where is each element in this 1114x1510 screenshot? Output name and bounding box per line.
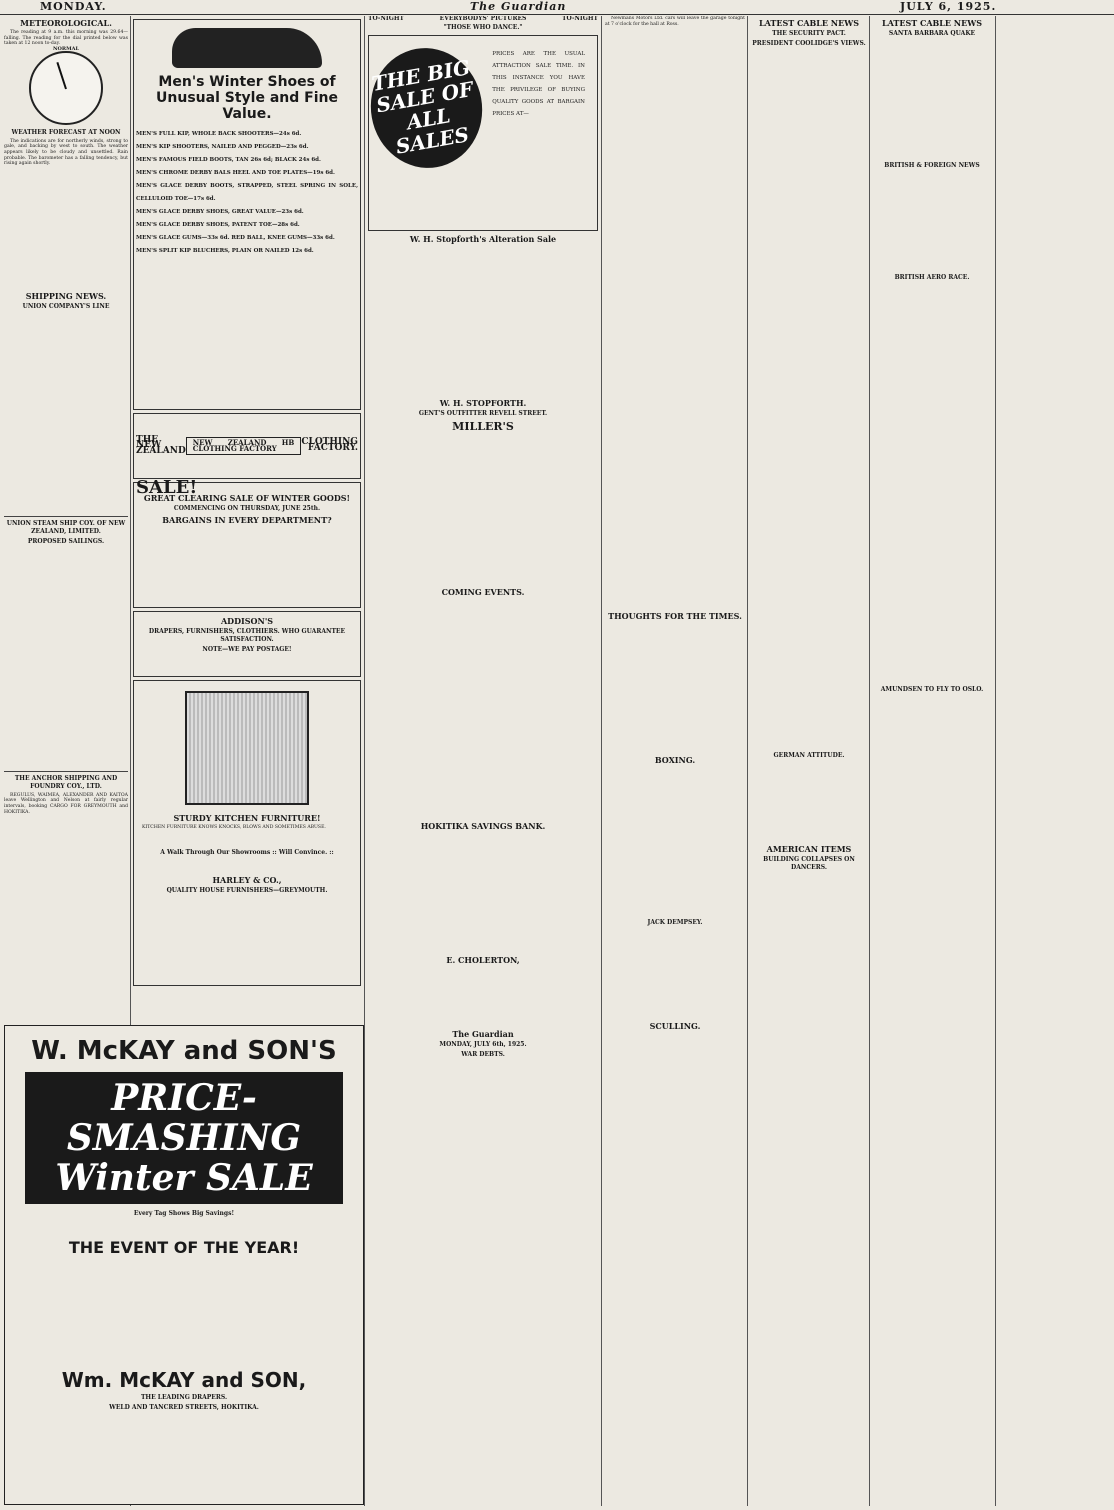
pictures-header: TO-NIGHT EVERYBODYS' PICTURES TO-NIGHT: [368, 16, 598, 22]
anchor-sub: REGULUS, WAIMEA, ALEXANDER AND KAITOA leave Wellington and Nelson at fairly regular intervals, booking CARGO FOR GREYMOUTH and HOKITIKA.: [4, 792, 128, 815]
addisons-ad: ADDISON'S DRAPERS, FURNISHERS, CLOTHIERS. WHO GUARANTEE SATISFACTION. NOTE—WE PAY POSTAGE!: [133, 611, 361, 677]
shipping-text: [4, 313, 128, 513]
clearing-sale-ad: SALE! GREAT CLEARING SALE OF WINTER GOODS! COMMENCING ON THURSDAY, JUNE 25th. BARGAINS IN EVERY DEPARTMENT?: [133, 482, 361, 608]
union-title: UNION STEAM SHIP COY. OF NEW ZEALAND, LIMITED.: [6, 519, 126, 535]
column-6: LATEST CABLE NEWS SANTA BARBARA QUAKE BRITISH & FOREIGN NEWS BRITISH AERO RACE. AMUNDSEN TO FLY TO OSLO.: [880, 18, 984, 693]
big-sale-ad: THE BIG SALE OF ALL SALES PRICES ARE THE USUAL ATTRACTION SALE TIME. IN THIS INSTANCE YOU HAVE THE PRIVILEGE OF BUYING QUALITY GOODS AT BARGAIN PRICES AT—: [368, 35, 598, 231]
forecast-title: WEATHER FORECAST AT NOON: [11, 128, 121, 136]
union-text: [4, 548, 128, 768]
union-sub: PROPOSED SAILINGS.: [27, 537, 105, 545]
anchor-title: THE ANCHOR SHIPPING AND FOUNDRY COY., LTD.: [14, 774, 118, 790]
shoe-illustration: [172, 28, 322, 68]
masthead-paper: The Guardian: [470, 0, 567, 13]
shipping-title: SHIPPING NEWS.: [25, 290, 107, 301]
masthead-date: JULY 6, 1925.: [900, 0, 997, 13]
mckay-ad: W. McKAY and SON'S PRICE-SMASHING Winter SALE Every Tag Shows Big Savings! THE EVENT OF THE YEAR! Wm. McKAY and SON, THE LEADING DRAPERS. WELD AND TANCRED STREETS, HOKITIKA.: [4, 1025, 364, 1505]
kitchen-furniture-ad: STURDY KITCHEN FURNITURE! KITCHEN FURNITURE KNOWS KNOCKS, BLOWS AND SOMETIMES ABUSE. A Walk Through Our Showrooms :: Will Convince. :: HARLEY & CO., QUALITY HOUSE FURNISHERS—GREYMOUTH.: [133, 680, 361, 986]
masthead: [0, 0, 1114, 15]
column-4: Newmans Motors Ltd. cars will leave the garage tonight at 7 o'clock for the hall at Ross. THOUGHTS FOR THE TIMES. BOXING. JACK DEMPSEY. SCULLING.: [605, 16, 745, 1032]
barometer-dial: NORMAL: [29, 51, 103, 125]
shoes-title: Men's Winter Shoes of Unusual Style and Fine Value.: [156, 74, 338, 122]
column-5: LATEST CABLE NEWS THE SECURITY PACT. PRESIDENT COOLIDGE'S VIEWS. GERMAN ATTITUDE. AMERICAN ITEMS BUILDING COLLAPSES ON DANCERS.: [752, 18, 866, 871]
shoes-ad: [133, 19, 361, 410]
shipping-sub: UNION COMPANY'S LINE: [22, 302, 110, 310]
forecast-text: The indications are for northerly winds, strong to gale, and backing by west to south. The weather appears likely to be cloudy and unsettled. Rain probable. The barometer has a falling tendency, but rising again shortly.: [4, 138, 128, 167]
met-text: The reading at 9 a.m. this morning was 29.64—falling. The reading for the dial printed below was taken at 12 noon to-day.: [4, 30, 128, 47]
masthead-day: MONDAY.: [40, 0, 107, 13]
tide-table: [4, 169, 128, 289]
cabinet-illustration: [185, 691, 309, 805]
barometer-needle: [56, 62, 67, 89]
met-title: METEOROLOGICAL.: [20, 18, 112, 28]
shoes-list: MEN'S FULL KIP, WHOLE BACK SHOOTERS—24s 6d. MEN'S KIP SHOOTERS, NAILED AND PEGGED—23s 6d. MEN'S FAMOUS FIELD BOOTS, TAN 26s 6d; BLACK 24s 6d. MEN'S CHROME DERBY BALS HEEL AND TOE PLATES—19s 6d. MEN'S GLACE DERBY BOOTS, STRAPPED, STEEL SPRING IN SOLE, CELLULOID TOE—17s 6d. MEN'S GLACE DERBY SHOES, GREAT VALUE—23s 6d. MEN'S GLACE DERBY SHOES, PATENT TOE—28s 6d. MEN'S GLACE GUMS—33s 6d. RED BALL, KNEE GUMS—33s 6d. MEN'S SPLIT KIP BLUCHERS, PLAIN OR NAILED 12s 6d.: [136, 131, 358, 254]
column-3: TO-NIGHT EVERYBODYS' PICTURES TO-NIGHT "THOSE WHO DANCE." THE BIG SALE OF ALL SALES PRICES ARE THE USUAL ATTRACTION SALE TIME. IN THIS INSTANCE YOU HAVE THE PRIVILEGE OF BUYING QUALITY GOODS AT BARGAIN PRICES AT— W. H. Stopforth's Alteration Sale W. H. STOPFORTH. GENT'S OUTFITTER REVELL STREET. MILLER'S COMING EVENTS. HOKITIKA SAVINGS BANK. E. CHOLERTON, The Guardian MONDAY, JULY 6th, 1925. WAR DEBTS.: [368, 16, 598, 1506]
nz-clothing-ad: THE NEW ZEALAND NEW ZEALAND HB CLOTHING FACTORY CLOTHING FACTORY.: [133, 413, 361, 479]
